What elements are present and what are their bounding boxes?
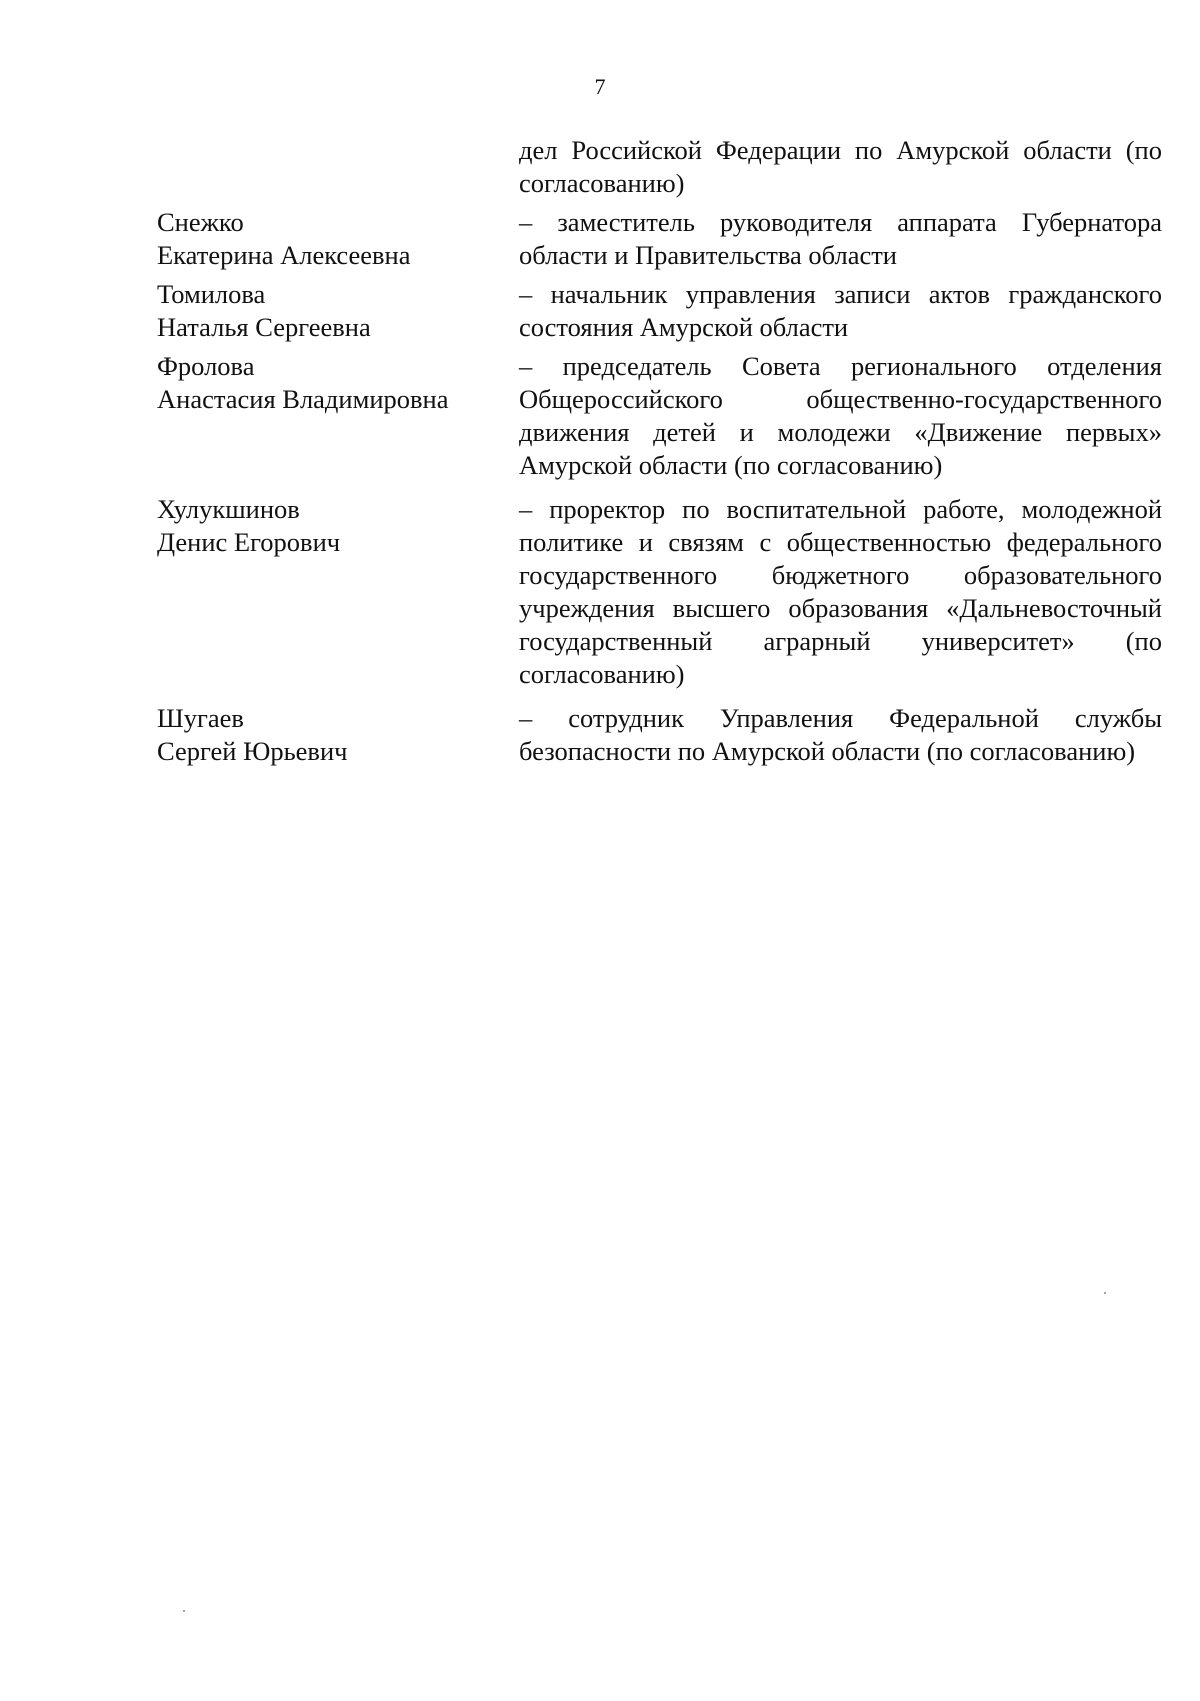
member-position: – начальник управления записи актов гражданского состояния Амурской области: [519, 279, 1162, 342]
member-name: [157, 702, 519, 768]
member-given-names: Анастасия Владимировна: [157, 384, 449, 414]
member-position: – председатель Совета регионального отделения Общероссийского общественно-государственного движения детей и молодежи «Движение первых» Амурской области (по согласованию): [519, 351, 1162, 480]
list-item: [157, 350, 1162, 482]
member-name: [157, 350, 519, 416]
member-position: – заместитель руководителя аппарата Губернатора области и Правительства области: [519, 207, 1162, 270]
member-name: [157, 206, 519, 272]
member-given-names: Екатерина Алексеевна: [157, 240, 411, 270]
list-item: [157, 278, 1162, 344]
member-position: – проректор по воспитательной работе, молодежной политике и связям с общественностью федерального государственного бюджетного образовательного учреждения высшего образования «Дальневосточный государственный аграрный университет» (по согласованию): [519, 494, 1162, 689]
scan-speck: [1104, 1292, 1106, 1294]
list-item: [157, 702, 1162, 768]
list-item: [157, 493, 1162, 691]
member-name: [157, 493, 519, 559]
member-surname: Томилова: [157, 279, 266, 309]
member-surname: Снежко: [157, 207, 244, 237]
member-surname: Хулукшинов: [157, 494, 300, 524]
scan-speck: [183, 1610, 185, 1612]
member-list: [157, 134, 1162, 768]
member-surname: Шугаев: [157, 703, 244, 733]
list-item: [157, 134, 1162, 200]
member-given-names: Наталья Сергеевна: [157, 312, 371, 342]
member-position: дел Российской Федерации по Амурской области (по согласованию): [519, 135, 1162, 198]
member-given-names: Денис Егорович: [157, 527, 341, 557]
member-position: – сотрудник Управления Федеральной службы безопасности по Амурской области (по согласованию): [519, 703, 1162, 766]
member-given-names: Сергей Юрьевич: [157, 736, 348, 766]
member-name: [157, 278, 519, 344]
page-number: 7: [594, 74, 606, 99]
list-item: [157, 206, 1162, 272]
member-surname: Фролова: [157, 351, 255, 381]
